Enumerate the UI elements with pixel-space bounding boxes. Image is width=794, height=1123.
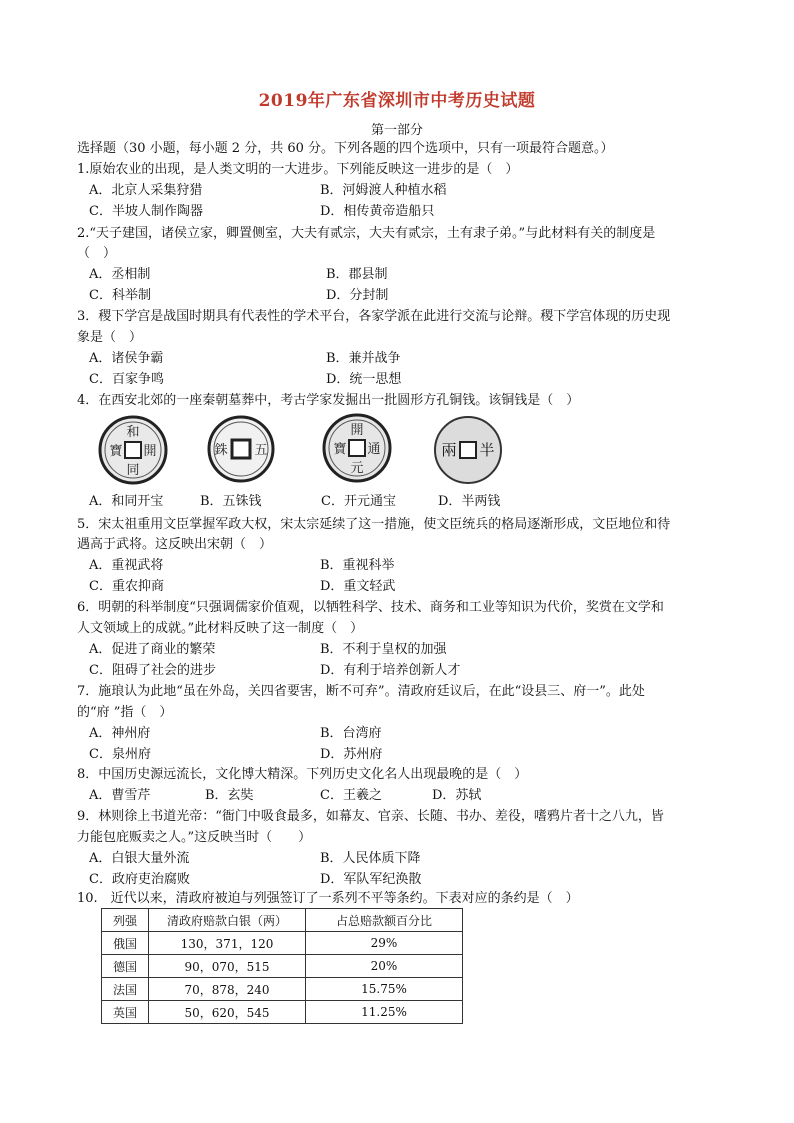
question-4-stem: 4．在西安北郊的一座秦朝墓葬中，考古学家发掘出一批圆形方孔铜钱。该铜钱是（ ） xyxy=(77,393,580,408)
question-5-option-a: A．重视武将 xyxy=(89,558,164,573)
question-4-option-a: A．和同开宝 xyxy=(89,494,164,509)
table-cell: 29% xyxy=(306,932,463,955)
question-7-option-d: D．苏州府 xyxy=(320,747,383,762)
question-9-stem-cont: 力能包庇贩卖之人。”这反映当时（ ） xyxy=(77,830,312,845)
question-2-stem: 2.“天子建国，诸侯立家，卿置侧室，大夫有贰宗，大夫有贰宗，土有隶子弟。”与此材料有关的制度是 xyxy=(77,226,656,241)
question-2-option-d: D．分封制 xyxy=(326,288,389,303)
coin-char: 通 xyxy=(367,442,381,457)
question-1-option-b: B．河姆渡人种植水稻 xyxy=(320,183,447,198)
table-cell: 法国 xyxy=(102,978,149,1001)
question-6-stem-cont: 人文领域上的成就。”此材料反映了这一制度（ ） xyxy=(77,621,364,636)
coin-char: 銖 xyxy=(214,443,228,458)
table-row xyxy=(102,978,463,1001)
coin-char: 寶 xyxy=(333,442,347,457)
question-6-stem: 6．明朝的科举制度“只强调儒家价值观，以牺牲科学、技术、商务和工业等知识为代价，奖赏在文学和 xyxy=(77,600,664,615)
question-8-option-a: A．曹雪芹 xyxy=(89,788,151,803)
table-cell: 90，070，515 xyxy=(149,955,306,978)
question-7-stem-cont: 的“府 ”指（ ） xyxy=(77,705,173,720)
question-3-option-b: B．兼并战争 xyxy=(326,351,401,366)
question-8-option-b: B．玄奘 xyxy=(205,788,254,803)
coin-image-hetongkaibao xyxy=(97,414,169,486)
question-9-option-a: A．白银大量外流 xyxy=(89,851,190,866)
question-1-option-d: D．相传黄帝造船只 xyxy=(320,204,435,219)
question-9-stem: 9．林则徐上书道光帝：“衙门中吸食最多，如幕友、官亲、长随、书办、差役，嗜鸦片者十之八九，皆 xyxy=(77,809,664,824)
coin-image-banliang xyxy=(432,414,504,486)
question-9-option-d: D．军队军纪涣散 xyxy=(320,872,422,887)
question-2-stem-cont: （ ） xyxy=(77,246,117,261)
coin-char: 和 xyxy=(126,425,140,440)
coin-char: 元 xyxy=(350,461,364,476)
question-6-option-d: D．有利于培养创新人才 xyxy=(320,663,461,678)
question-4-option-b: B．五铢钱 xyxy=(200,494,262,509)
coin-char: 寶 xyxy=(109,444,123,459)
question-1-option-c: C．半坡人制作陶器 xyxy=(89,204,203,219)
question-7-option-a: A．神州府 xyxy=(89,726,151,741)
question-5-option-d: D．重文轻武 xyxy=(320,579,396,594)
question-7-option-b: B．台湾府 xyxy=(320,726,382,741)
question-8-option-c: C．王羲之 xyxy=(320,788,382,803)
table-cell: 20% xyxy=(306,955,463,978)
question-6-option-a: A．促进了商业的繁荣 xyxy=(89,642,216,657)
question-6-option-c: C．阻碍了社会的进步 xyxy=(89,663,216,678)
section-heading: 第一部分 xyxy=(370,123,423,138)
coin-char: 半 xyxy=(479,441,495,459)
table-cell: 70，878，240 xyxy=(149,978,306,1001)
question-5-option-b: B．重视科举 xyxy=(320,558,395,573)
question-8-stem: 8．中国历史源远流长，文化博大精深。下列历史文化名人出现最晚的是（ ） xyxy=(77,767,528,782)
question-5-option-c: C．重农抑商 xyxy=(89,579,164,594)
coin-image-kaiyuantongbao xyxy=(321,412,393,484)
table-cell: 50，620，545 xyxy=(149,1001,306,1024)
table-row xyxy=(102,1001,463,1024)
table-cell: 11.25% xyxy=(306,1001,463,1024)
question-8-option-d: D．苏轼 xyxy=(432,788,482,803)
coin-char: 開 xyxy=(350,423,364,438)
table-cell: 15.75% xyxy=(306,978,463,1001)
question-4-option-c: C．开元通宝 xyxy=(321,494,396,509)
table-header-row xyxy=(102,909,463,932)
question-1-stem: 1.原始农业的出现，是人类文明的一大进步。下列能反映这一进步的是（ ） xyxy=(77,162,519,177)
question-5-stem: 5．宋太祖重用文臣掌握军政大权，宋太宗延续了这一措施，使文臣统兵的格局逐渐形成，文臣地位和待 xyxy=(77,517,671,532)
table-header-cell: 占总赔款额百分比 xyxy=(306,909,463,932)
question-3-option-c: C．百家争鸣 xyxy=(89,372,164,387)
question-2-option-a: A．丞相制 xyxy=(89,267,151,282)
coin-char: 五 xyxy=(254,443,268,458)
table-row xyxy=(102,932,463,955)
table-cell: 英国 xyxy=(102,1001,149,1024)
page-title: 2019年广东省深圳市中考历史试题 xyxy=(258,91,536,111)
table-cell: 130，371，120 xyxy=(149,932,306,955)
table-header-cell: 清政府赔款白银（两） xyxy=(149,909,306,932)
question-9-option-b: B．人民体质下降 xyxy=(320,851,421,866)
coin-char: 兩 xyxy=(441,441,457,459)
coin-char: 開 xyxy=(143,444,157,459)
table-row xyxy=(102,955,463,978)
question-4-option-d: D．半两钱 xyxy=(438,494,501,509)
indemnity-table xyxy=(101,908,463,1024)
question-6-option-b: B．不利于皇权的加强 xyxy=(320,642,447,657)
question-7-option-c: C．泉州府 xyxy=(89,747,151,762)
coin-image-wuzhu xyxy=(206,414,276,484)
question-7-stem: 7．施琅认为此地“虽在外岛，关四省要害，断不可弃”。清政府廷议后，在此“设县三、府一”。此处 xyxy=(77,684,645,699)
question-3-option-a: A．诸侯争霸 xyxy=(89,351,164,366)
question-3-stem: 3．稷下学宫是战国时期具有代表性的学术平台，各家学派在此进行交流与论辩。稷下学宫体现的历史现 xyxy=(77,309,671,324)
table-header-cell: 列强 xyxy=(102,909,149,932)
question-2-option-b: B．郡县制 xyxy=(326,267,388,282)
table-cell: 德国 xyxy=(102,955,149,978)
question-1-option-a: A．北京人采集狩猎 xyxy=(89,183,203,198)
question-2-option-c: C．科举制 xyxy=(89,288,151,303)
question-5-stem-cont: 遇高于武将。这反映出宋朝（ ） xyxy=(77,537,273,552)
question-9-option-c: C．政府吏治腐败 xyxy=(89,872,190,887)
coin-char: 同 xyxy=(126,463,140,478)
question-10-stem: 10. 近代以来，清政府被迫与列强签订了一系列不平等条约。下表对应的条约是（ ） xyxy=(77,891,579,906)
table-cell: 俄国 xyxy=(102,932,149,955)
section-instructions: 选择题（30 小题，每小题 2 分，共 60 分。下列各题的四个选项中，只有一项最符合题意。） xyxy=(77,141,614,156)
question-3-option-d: D．统一思想 xyxy=(326,372,402,387)
question-3-stem-cont: 象是（ ） xyxy=(77,330,143,345)
